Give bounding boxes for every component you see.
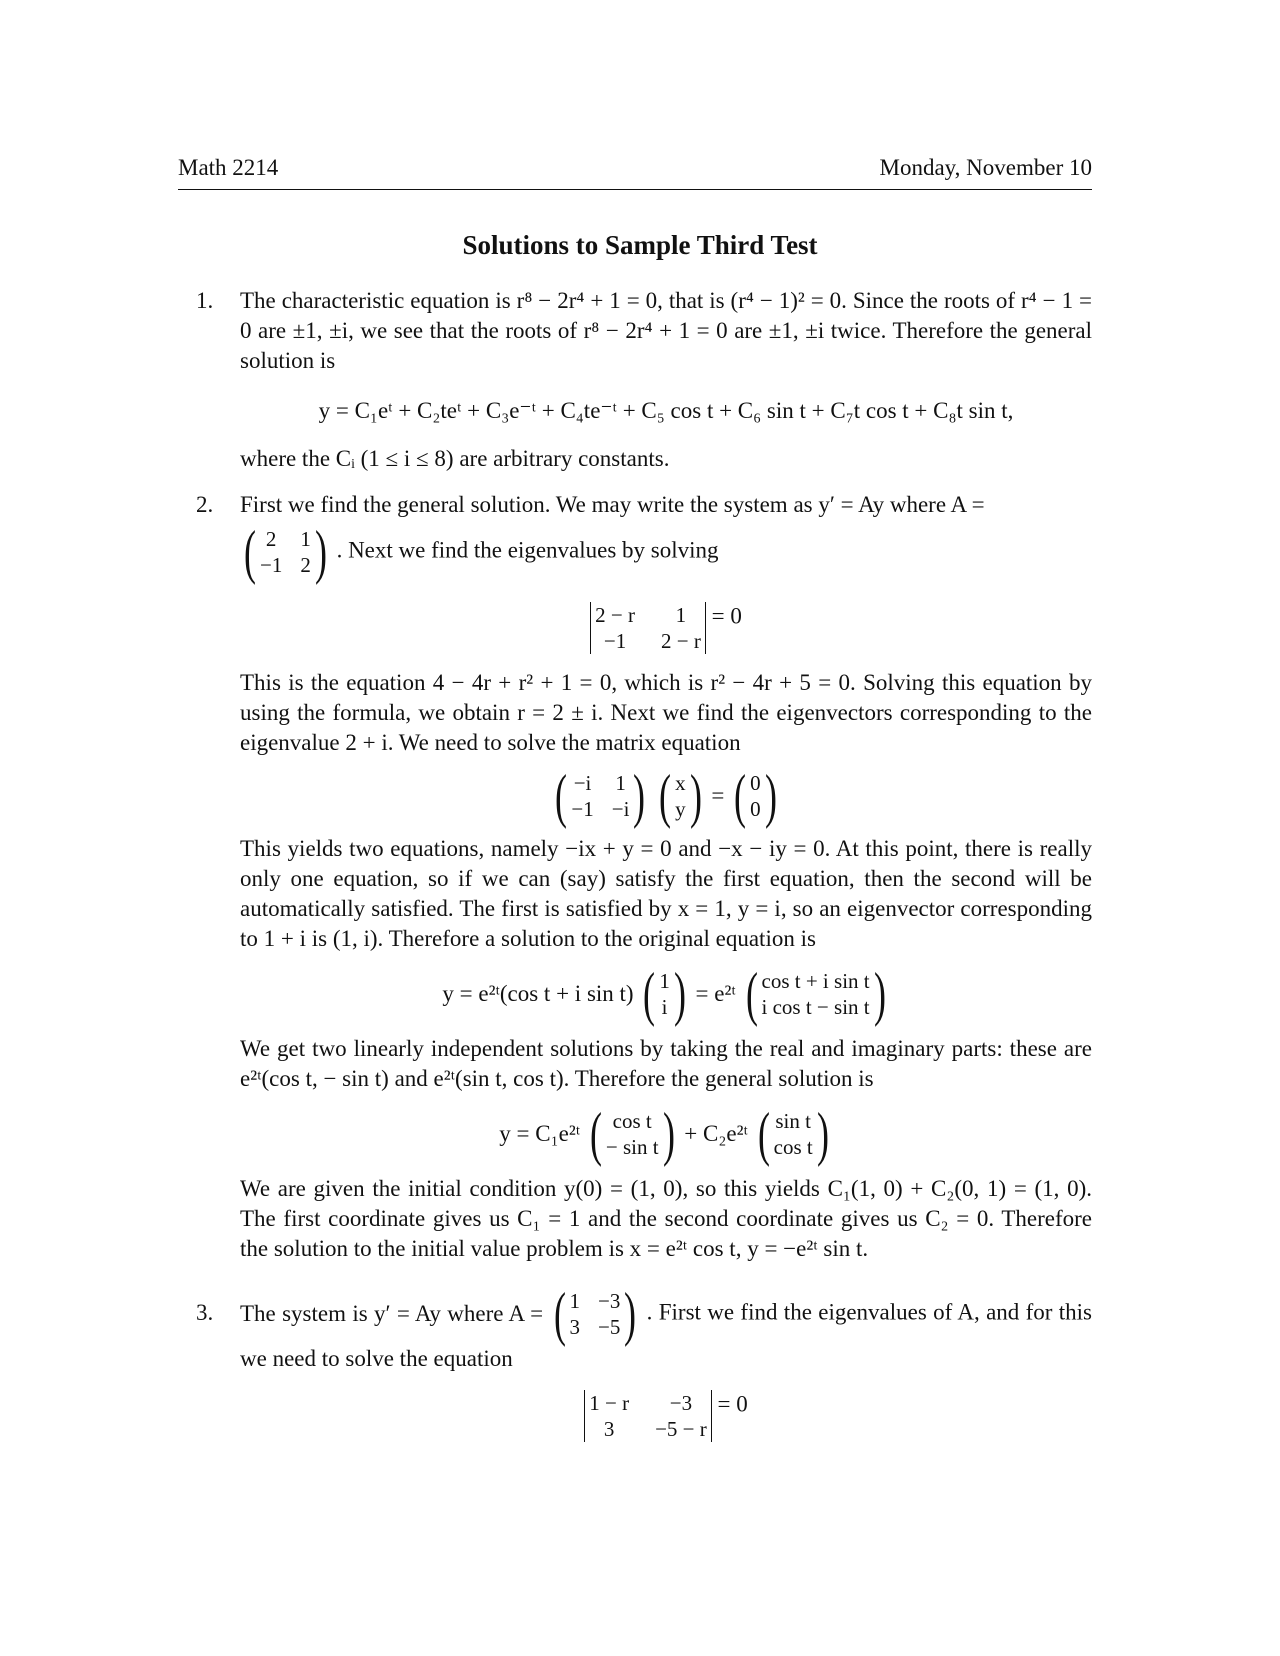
intro-text: First we find the general solution. We may write the system as y′ = Ay where A =	[240, 492, 985, 517]
date-label: Monday, November 10	[879, 155, 1092, 180]
matrix-a: ( 1 −3 3 −5 )	[553, 1281, 637, 1347]
intro-text-2: . First we find the eigenvalues of A, and for this we need to solve the equation	[240, 1299, 1093, 1371]
problem-2	[196, 490, 1092, 1264]
determinant-equation	[240, 600, 1092, 654]
solution-lhs: y = e²ᵗ(cos t + i sin t)	[442, 981, 634, 1006]
matrix-entry: −5	[597, 1315, 621, 1339]
matrix-entry: 1	[569, 1289, 580, 1313]
eigen-matrix-equation	[240, 763, 1092, 829]
matrix-a: ( 2 1 −1 2 )	[243, 519, 327, 585]
matrix-entry: −1	[571, 797, 594, 821]
vector-entry: x	[675, 771, 686, 795]
vector-entry: − sin t	[605, 1135, 659, 1159]
problem-3-intro	[240, 1281, 1093, 1374]
vector-a: ( cos t − sin t )	[589, 1101, 675, 1167]
vector-entry: i cos t − sin t	[761, 995, 870, 1019]
determinant	[590, 602, 706, 654]
vector-zero: ( 0 0 )	[734, 763, 777, 829]
det-entry: −1	[603, 629, 627, 653]
matrix-entry: −i	[611, 797, 630, 821]
det-rhs: = 0	[717, 1391, 748, 1417]
vector-entry: 0	[750, 797, 761, 821]
det-rhs: = 0	[711, 603, 742, 629]
matrix-entry: −3	[597, 1289, 621, 1313]
problem-2-para-1: This is the equation 4 − 4r + r² + 1 = 0, which is r² − 4r + 5 = 0. Solving this equation by using the formula, we obtain r = 2 ± i. Next we find the eigenvectors corresponding to the eigenvalue 2 + i. We need to solve the matrix equation	[240, 670, 1092, 755]
problem-number: 1.	[196, 288, 214, 313]
vector-entry: 1	[659, 969, 670, 993]
vector-entry: cos t	[773, 1135, 813, 1159]
det-entry: −3	[669, 1391, 693, 1415]
equals-sign: =	[711, 783, 725, 808]
vector-entry: 0	[750, 771, 761, 795]
determinant-equation	[240, 1388, 1092, 1442]
solutions-body	[196, 286, 1092, 1456]
vector-solution: ( cos t + i sin t i cos t − sin t )	[745, 961, 886, 1027]
det-entry: 1	[675, 603, 687, 627]
course-label: Math 2214	[178, 155, 279, 180]
intro-text: The system is y′ = Ay where A =	[240, 1301, 544, 1326]
matrix-entry: 1	[615, 771, 626, 795]
page-header	[178, 153, 1092, 190]
vector-1i: ( 1 i )	[643, 961, 686, 1027]
determinant	[584, 1390, 712, 1442]
matrix-entry: 1	[300, 527, 311, 551]
problem-number: 2.	[196, 492, 214, 517]
problem-2-para-3: We get two linearly independent solutions by taking the real and imaginary parts: these are e²ᵗ(cos t, − sin t) and e²ᵗ(sin t, cos t). Therefore the general solution is	[240, 1036, 1092, 1091]
vector-b: ( sin t cos t )	[757, 1101, 829, 1167]
matrix-entry: 2	[300, 553, 311, 577]
problem-3	[196, 1281, 1093, 1456]
problem-2-para-4: We are given the initial condition y(0) = (1, 0), so this yields C₁(1, 0) + C₂(0, 1) = (1, 0). The first coordinate gives us C₁ = 1 and the second coordinate gives us C₂ = 0. Therefore the solution to the initial value problem is x = e²ᵗ cos t, y = −e²ᵗ sin t.	[240, 1176, 1092, 1261]
matrix-entry: 3	[569, 1315, 580, 1339]
solution-mid: = e²ᵗ	[695, 981, 736, 1006]
problem-1-constants: where the Cᵢ (1 ≤ i ≤ 8) are arbitrary constants.	[240, 446, 670, 471]
vector-entry: y	[675, 797, 686, 821]
problem-1-solution: y = C₁eᵗ + C₂teᵗ + C₃e⁻ᵗ + C₄te⁻ᵗ + C₅ cos t + C₆ sin t + C₇t cos t + C₈t sin t,	[318, 398, 1014, 423]
page-title: Solutions to Sample Third Test	[462, 230, 818, 260]
vector-entry: cos t + i sin t	[761, 969, 870, 993]
det-entry: −5 − r	[655, 1417, 707, 1441]
complex-solution	[240, 961, 1092, 1027]
general-mid: + C₂e²ᵗ	[684, 1121, 748, 1146]
det-entry: 3	[603, 1417, 615, 1441]
vector-entry: i	[661, 995, 668, 1019]
matrix-entry: −i	[573, 771, 592, 795]
vector-xy: ( x y )	[659, 763, 702, 829]
general-lhs: y = C₁e²ᵗ	[499, 1121, 581, 1146]
matrix-entry: 2	[265, 527, 277, 551]
general-solution	[240, 1101, 1092, 1167]
problem-2-para-2: This yields two equations, namely −ix + y = 0 and −x − iy = 0. At this point, there is really only one equation, so if we can (say) satisfy the first equation, then the second will be automatically satisfied. The first is satisfied by x = 1, y = i, so an eigenvector corresponding to 1 + i is (1, i). Therefore a solution to the original equation is	[240, 836, 1092, 951]
problem-1	[196, 286, 1092, 474]
det-entry: 2 − r	[661, 629, 701, 653]
problem-number: 3.	[196, 1300, 214, 1325]
vector-entry: cos t	[612, 1109, 652, 1133]
intro-text-2: . Next we find the eigenvalues by solving	[336, 537, 719, 563]
det-entry: 2 − r	[595, 603, 635, 627]
problem-2-intro	[240, 490, 1092, 585]
eigen-matrix: ( −i 1 −1 −i )	[555, 763, 646, 829]
vector-entry: sin t	[775, 1109, 811, 1133]
matrix-entry: −1	[259, 553, 283, 577]
det-entry: 1 − r	[589, 1391, 630, 1415]
problem-1-intro: The characteristic equation is r⁸ − 2r⁴ + 1 = 0, that is (r⁴ − 1)² = 0. Since the roots of r⁴ − 1 = 0 are ±1, ±i, we see that the roots of r⁸ − 2r⁴ + 1 = 0 are ±1, ±i twice. Therefore the general solution is	[240, 288, 1092, 373]
